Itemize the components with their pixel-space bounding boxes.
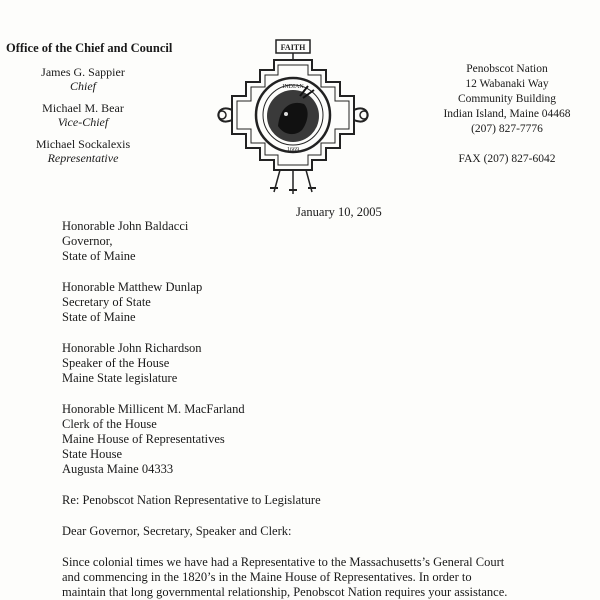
recipient-block (62, 341, 592, 386)
officer-name: Michael M. Bear (42, 101, 124, 115)
officer-name: Michael Sockalexis (35, 137, 131, 151)
recipient-line: Honorable Millicent M. MacFarland (62, 402, 245, 416)
letter-date: January 10, 2005 (296, 205, 382, 219)
recipient-line: Governor, (62, 234, 113, 248)
body-paragraph (62, 555, 592, 600)
officer-name: James G. Sappier (41, 65, 125, 79)
officer-role: Vice-Chief (57, 115, 109, 129)
recipient-block (62, 280, 592, 325)
address-phone: (207) 827-7776 (471, 123, 543, 135)
address-building: Community Building (457, 93, 557, 105)
recipient-line: Speaker of the House (62, 356, 170, 370)
recipient-line: Clerk of the House (62, 417, 157, 431)
recipient-line: State House (62, 447, 123, 461)
re-line: Re: Penobscot Nation Representative to Legislature (62, 493, 321, 507)
recipient-line: Maine House of Representatives (62, 432, 225, 446)
recipient-line: State of Maine (62, 310, 136, 324)
letter-body (62, 219, 592, 600)
office-title: Office of the Chief and Council (6, 41, 173, 55)
seal-ring-text: INDIAN (282, 84, 304, 90)
nation-name: Penobscot Nation (466, 63, 548, 75)
recipient-line: State of Maine (62, 249, 136, 263)
recipient-line: Honorable Matthew Dunlap (62, 280, 203, 294)
salutation: Dear Governor, Secretary, Speaker and Clerk: (62, 524, 292, 538)
paragraph-line: maintain that long governmental relationship, Penobscot Nation requires your assistance. (62, 585, 508, 599)
paragraph-line: and commencing in the 1820’s in the Maine House of Representatives. In order to (62, 570, 472, 584)
recipient-line: Honorable John Baldacci (62, 219, 189, 233)
officer-representative (18, 137, 148, 165)
recipient-block (62, 219, 592, 264)
seal-banner-text: FAITH (280, 43, 306, 52)
officer-role: Representative (47, 151, 119, 165)
officer-list (18, 65, 148, 173)
address-fax: FAX (207) 827-6042 (458, 153, 556, 165)
seal-year-text: 1669 (287, 147, 299, 153)
officer-chief (18, 65, 148, 93)
recipient-line: Maine State legislature (62, 371, 178, 385)
paragraph-line: Since colonial times we have had a Representative to the Massachusetts’s General Court (62, 555, 505, 569)
recipient-line: Honorable John Richardson (62, 341, 202, 355)
officer-vice-chief (18, 101, 148, 129)
officer-role: Chief (70, 79, 96, 93)
penobscot-seal-icon (208, 30, 378, 200)
address-street: 12 Wabanaki Way (465, 78, 549, 90)
nation-address (432, 62, 582, 167)
recipient-block (62, 402, 592, 477)
address-city: Indian Island, Maine 04468 (443, 108, 571, 120)
recipient-line: Secretary of State (62, 295, 151, 309)
recipient-line: Augusta Maine 04333 (62, 462, 174, 476)
